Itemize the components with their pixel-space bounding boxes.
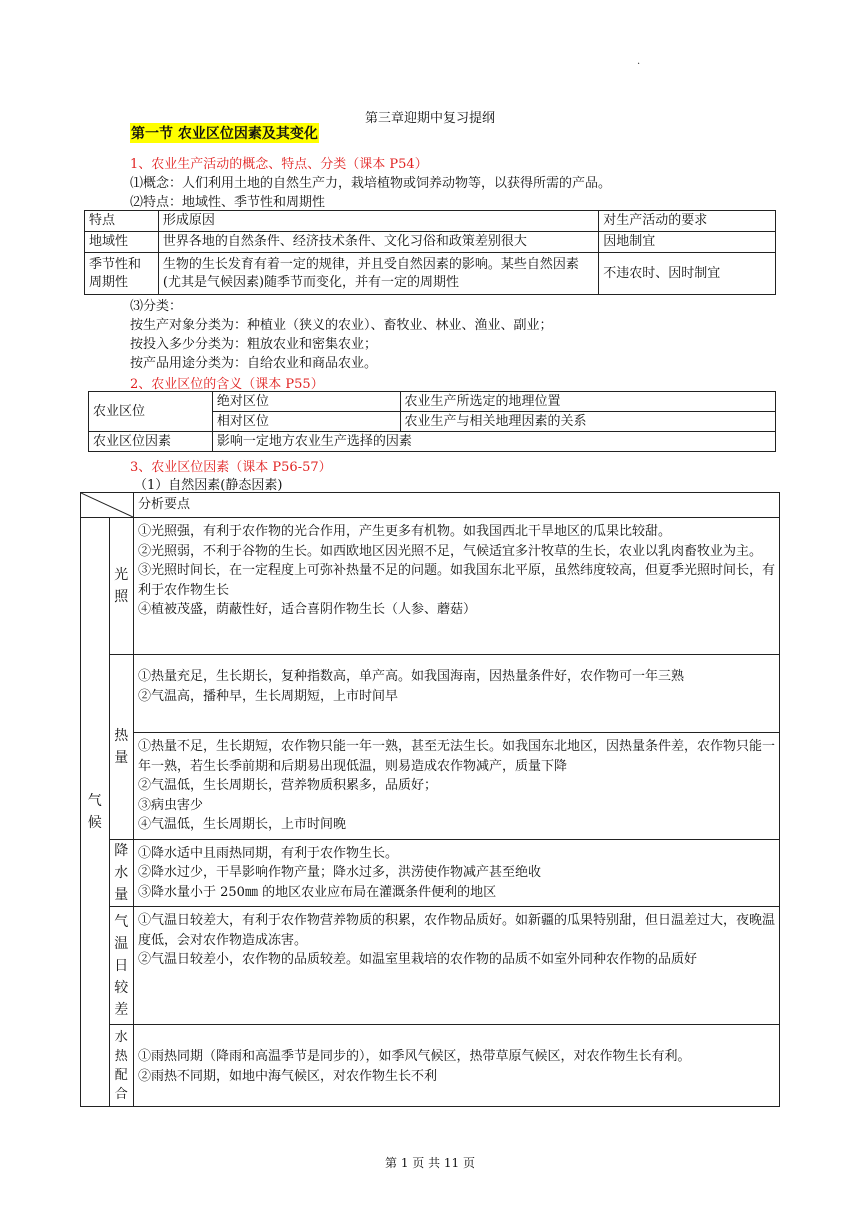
light-content [134,518,780,655]
classify-title: ⑶分类： [130,299,183,314]
diurnal-label [109,907,133,1025]
location-desc: 农业生产所选定的地理位置 [400,392,775,412]
diurnal-content [134,907,780,1025]
location-sub: 相对区位 [212,412,400,432]
location-desc: 农业生产与相关地理因素的关系 [400,412,775,432]
traits-header: 对生产活动的要求 [599,211,776,232]
location-label: 农业区位因素 [89,432,213,452]
factor-header: 分析要点 [134,493,780,518]
rain-line: ③降水量小于 250㎜ 的地区农业应布局在灌溉条件便利的地区 [138,884,497,900]
traits-line: ⑵特点：地域性、季节性和周期性 [130,195,326,210]
heat-content-b [134,733,780,840]
heat-line: ①热量不足，生长期短，农作物只能一年一熟，甚至无法生长。如我国东北地区，因热量条件差，农作物只能一年一熟，若生长季前期和后期易出现低温，则易造成农作物减产，质量下降 [138,739,776,774]
traits-cell: 季节性和周期性 [85,253,159,295]
rain-line: ①降水适中且雨热同期，有利于农作物生长。 [138,845,399,861]
heat-line: ①热量充足，生长期长，复种指数高，单产高。如我国海南，因热量条件好，农作物可一年三熟 [138,669,685,684]
light-label [109,518,133,655]
heading-1: 1、农业生产活动的概念、特点、分类（课本 P54） [130,157,428,172]
rain-line: ②降水过少，干旱影响作物产量；降水过多，洪涝使作物减产甚至绝收 [138,865,542,880]
traits-cell: 不违农时、因时制宜 [599,253,776,295]
location-label: 农业区位 [89,392,213,432]
rain-label [109,839,133,907]
traits-cell: 生物的生长发育有着一定的规律，并且受自然因素的影响。某些自然因素(尤其是气候因素)随季节而变化，并有一定的周期性 [158,253,598,295]
diagonal-line [81,493,133,517]
diurnal-line: ①气温日较差大，有利于农作物营养物质的积累，农作物品质好。如新疆的瓜果特别甜，但日温差过大，夜晚温度低，会对农作物造成冻害。 [138,913,776,948]
heat-line: ③病虫害少 [138,797,204,813]
location-table [88,391,776,452]
diagonal-header-cell [81,493,134,518]
diurnal-label-text: 气温日较差 [114,913,129,1018]
water-heat-content [134,1025,780,1107]
water-heat-line: ②雨热不同期，如地中海气候区，对农作物生长不利 [138,1068,438,1084]
traits-cell: 地域性 [85,232,159,253]
location-sub: 绝对区位 [212,392,400,412]
natural-title: （1）自然因素(静态因素) [134,478,283,493]
rain-content [134,839,780,907]
water-heat-label-text: 水热配合 [114,1029,128,1102]
light-label-text: 光照 [114,567,129,605]
heat-line: ④气温低，生长周期长，上市时间晚 [138,817,347,832]
traits-header: 特点 [85,211,159,232]
factor-table [80,492,780,1107]
light-line: ②光照弱，不利于谷物的生长。如西欧地区因光照不足，气候适宜多汁牧草的生长，农业以乳肉畜牧业为主。 [138,543,763,559]
water-heat-label [109,1025,133,1107]
heading-2: 2、农业区位的含义（课本 P55） [130,377,324,392]
classify-line: 按投入多少分类为：粗放农业和密集农业； [130,337,378,352]
heat-content-a [134,655,780,733]
document-title: 第三章迎期中复习提纲 [364,111,495,126]
heat-label [109,655,133,840]
heading-3: 3、农业区位因素（课本 P56-57） [130,460,332,475]
traits-cell: 世界各地的自然条件、经济技术条件、文化习俗和政策差别很大 [158,232,598,253]
heat-label-text: 热量 [114,727,129,766]
light-line: ③光照时间长，在一定程度上可弥补热量不足的问题。如我国东北平原，虽然纬度较高，但夏季光照时间长，有利于农作物生长 [138,563,776,598]
climate-label-text: 气候 [87,793,102,831]
header-dot: . [637,56,641,67]
classify-line: 按生产对象分类为：种植业（狭义的农业）、畜牧业、林业、渔业、副业； [130,318,553,333]
traits-table [84,210,776,295]
rain-label-text: 降水量 [114,842,129,903]
page-footer: 第 1 页 共 11 页 [385,1156,475,1170]
classify-line: 按产品用途分类为：自给农业和商品农业。 [130,356,378,371]
traits-header: 形成原因 [158,211,598,232]
section-title: 第一节 农业区位因素及其变化 [130,123,319,143]
climate-label [81,518,110,1107]
heat-line: ②气温高，播种早，生长周期短，上市时间早 [138,688,399,704]
light-line: ④植被茂盛，荫蔽性好，适合喜阴作物生长（人参、蘑菇） [138,602,477,617]
diurnal-line: ②气温日较差小，农作物的品质较差。如温室里栽培的农作物的品质不如室外同种农作物的品质好 [138,952,698,967]
traits-cell: 因地制宜 [599,232,776,253]
concept-line: ⑴概念：人们利用土地的自然生产力，栽培植物或饲养动物等，以获得所需的产品。 [130,176,612,191]
water-heat-line: ①雨热同期（降雨和高温季节是同步的），如季风气候区，热带草原气候区，对农作物生长有利。 [138,1049,691,1064]
location-desc: 影响一定地方农业生产选择的因素 [212,432,775,452]
heat-line: ②气温低，生长周期长，营养物质积累多，品质好； [138,778,438,793]
light-line: ①光照强，有利于农作物的光合作用，产生更多有机物。如我国西北干旱地区的瓜果比较甜。 [138,524,672,539]
